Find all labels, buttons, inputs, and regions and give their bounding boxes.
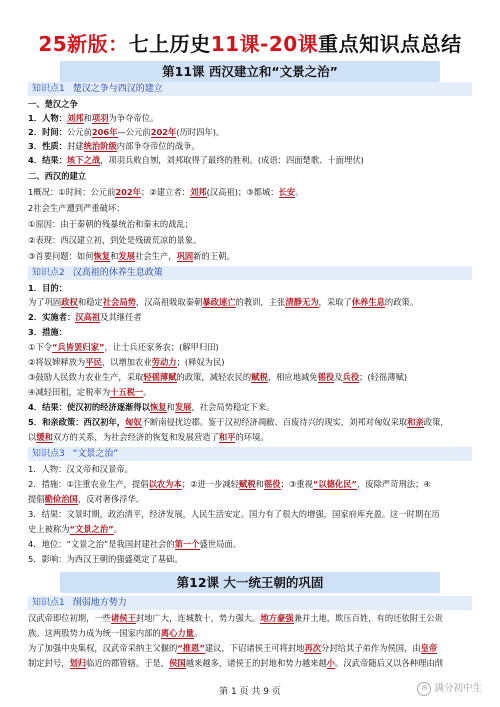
text-line: 3．措施： (28, 327, 67, 337)
text-line: 4．结果：使汉初的经济逐渐得以恢复和发展，社会局势稳定下来。 (28, 402, 275, 412)
text-line: 为了巩固政权和稳定社会局势，汉高祖吸取秦朝暴政速亡的教训，主张清静无为，采取了休养生息的政策。 (28, 297, 419, 307)
title-suffix: 重点知识点总结 (318, 32, 462, 56)
text-line: 1．目的： (28, 283, 67, 293)
lesson-11-heading: 第11课 西汉建立和“文景之治” (60, 61, 440, 82)
text-line: 5．影响：为西汉王朝的强盛奠定了基础。 (28, 554, 183, 564)
text-line: 5．和亲政策：西汉初年，匈奴不断南侵扰边郡。鉴于汉初经济凋敝、百废待兴的现实，刘邦对匈奴采取和亲政策， (28, 417, 449, 427)
text-line: ③首要问题：如何恢复和发展社会生产，巩固新的王朝。 (28, 251, 235, 261)
lesson-12-heading: 第12课 大一统王朝的巩固 (60, 572, 440, 593)
text-line: 制定封号，划归临近的郡管辖。于是，侯国越来越多，诸侯王的封地和势力越来越小。汉武帝随后又以各种理由削 (28, 658, 443, 668)
text-line: ②将奴婢释放为平民，以增加农业劳动力；(释奴为民) (28, 357, 225, 367)
knowledge-point-heading: 知识点2 汉高祖的休养生息政策 (28, 266, 472, 280)
text-line: ④减轻田租，定税率为十五税一。 (28, 387, 152, 397)
text-line: 2社会生产遭到严重破坏： (28, 203, 125, 213)
text-line: 4．结果：垓下之战，项羽兵败自刎，刘邦取得了最终的胜利。(成语：四面楚歌、十面埋伏) (28, 155, 364, 165)
kp-title: 楚汉之争与西汉的建立 (72, 84, 163, 94)
text-line: 2．实施者：汉高祖及其继任者 (28, 312, 142, 322)
text-line: 2．措施：①注重农业生产，提倡以农为本；②进一步减轻赋税和徭役；③重视“以德化民”，废除严苛刑法；④ (28, 479, 431, 489)
text-line: 3．结果：文景时期，政治清平，经济发展，人民生活安定。国力有了很大的增强，国家府库充盈。这一时期在历 (28, 509, 440, 519)
watermark-text: 满分初中生 (434, 683, 482, 694)
wechat-icon: ✉ (417, 682, 431, 696)
text-line: 史上被称为“文景之治”。 (28, 524, 122, 534)
title-subject: 七上历史 (128, 32, 211, 56)
text-line: 提倡勤俭治国，反对奢侈浮华。 (28, 494, 145, 504)
text-line: ①下令“兵皆罢归家”，让士兵还家务农；(解甲归田) (28, 342, 219, 352)
text-line: 3．性质：封建统治阶级内部争夺帝位的战争。 (28, 141, 200, 151)
knowledge-point-heading: 知识点1 削弱地方势力 (28, 596, 472, 610)
page-title (0, 28, 500, 57)
knowledge-point-heading (28, 82, 472, 96)
text-line: 1．人物：汉文帝和汉景帝。 (28, 464, 133, 474)
kp-label: 知识点1 (32, 84, 65, 94)
knowledge-point-heading: 知识点3 “文景之治” (28, 447, 472, 461)
text-line: ②表现：西汉建立初，到处是残破荒凉的景象。 (28, 235, 202, 245)
text-line: 2．时间：公元前206年—公元前202年(历时四年)。 (28, 127, 225, 137)
page-number: 第 1 页 共 9 页 (219, 687, 281, 697)
title-version: 25新版： (38, 32, 129, 56)
text-line: 以缓和双方的关系，为社会经济的恢复和发展营造了和平的环境。 (28, 432, 269, 442)
text-line: 4．地位：“文景之治”是我国封建社会的第一个盛世局面。 (28, 539, 242, 549)
text-line: 族。这两股势力成为统一国家内部的离心力量。 (28, 628, 203, 638)
text-line: 汉武帝即位初期，一些诸侯王封地广大，连城数十，势力强大。地方豪强兼并土地，欺压百姓，有的还依附王公贵 (28, 613, 443, 623)
text-line: ③鼓励人民致力农业生产，采取轻徭薄赋的政策，减轻农民的赋税，相应地减免徭役及兵役；(轻徭薄赋) (28, 372, 408, 382)
text-line: 为了加强中央集权，汉武帝采纳主父偃的“推恩”建议，下诏诸侯王可将封地再次分封给其子弟作为侯国，由皇帝 (28, 643, 438, 653)
watermark (417, 680, 482, 696)
title-range: 11课-20课 (210, 32, 319, 56)
text-line: 1概况：①时间：公元前202年；②建立者：刘邦(汉高祖)；③都城：长安。 (28, 187, 304, 197)
text-line: ①原因：由于秦朝的残暴统治和秦末的战乱； (28, 219, 194, 229)
section-heading: 二、西汉的建立 (28, 171, 87, 181)
text-line: 1．人物：刘邦和项羽为争夺帝位。 (28, 113, 159, 123)
section-heading: 一、楚汉之争 (28, 99, 78, 109)
